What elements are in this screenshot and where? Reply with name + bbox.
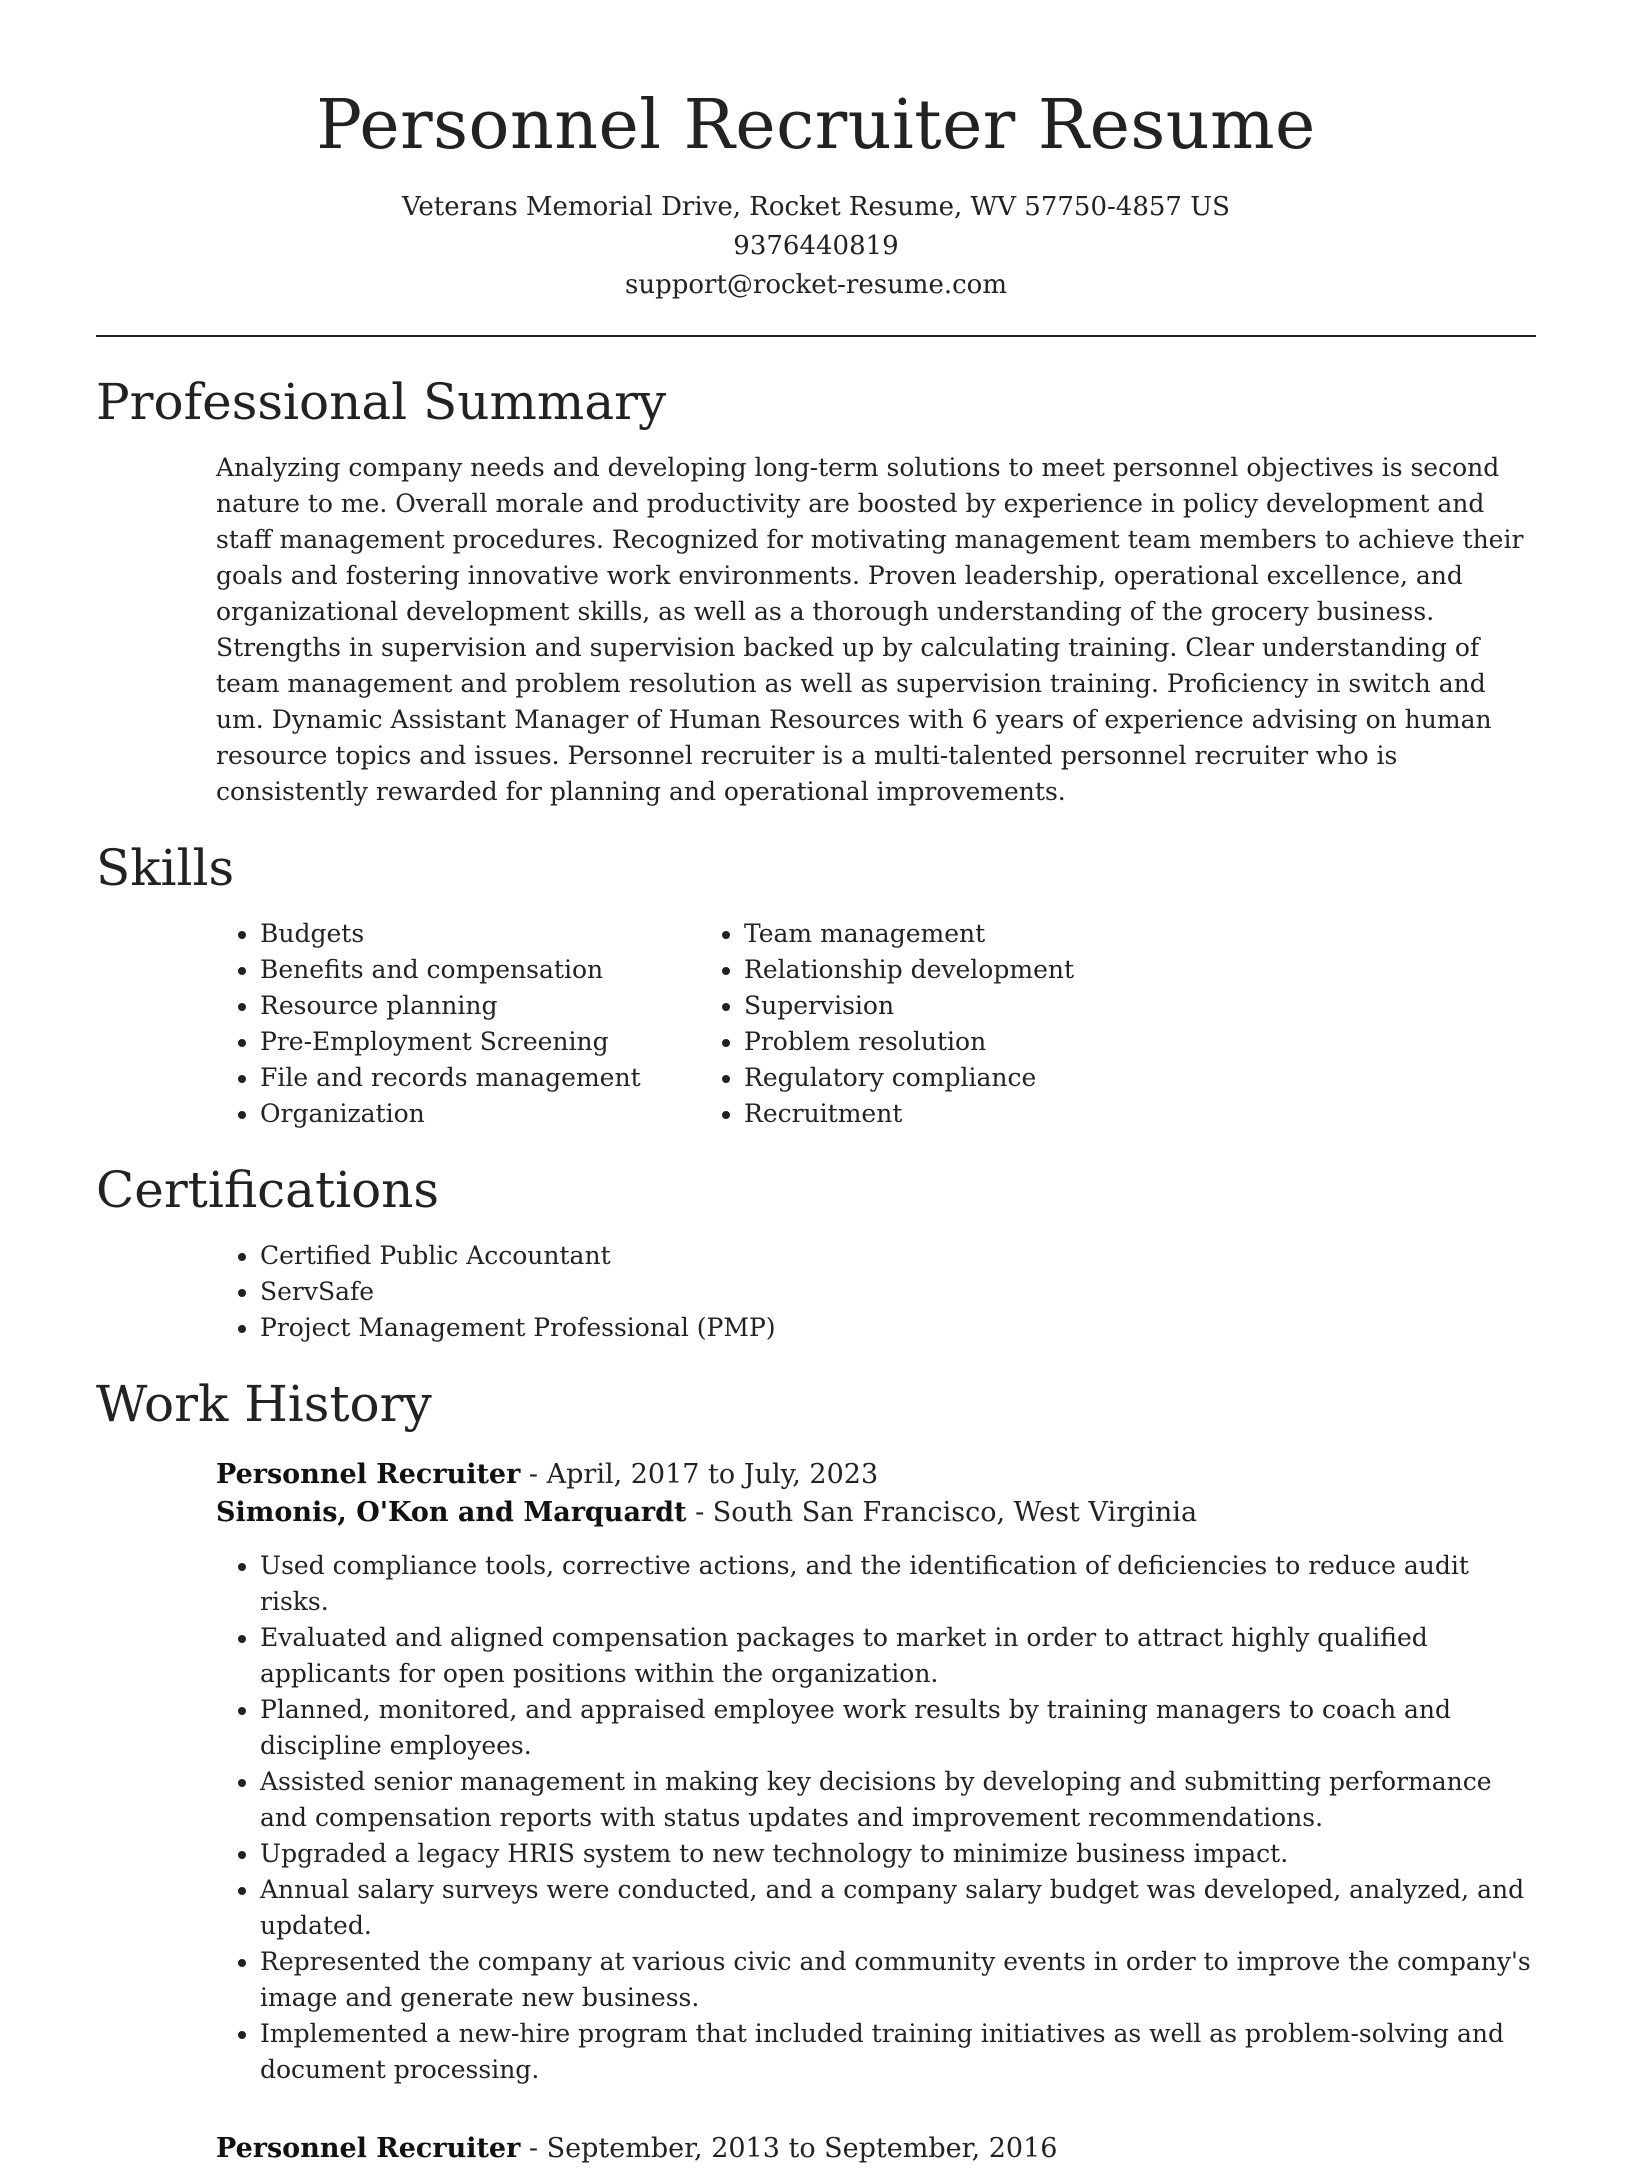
job-bullet: • Planned, monitored, and appraised employee work results by training managers to coach and discipline employees. <box>260 1692 1536 1764</box>
contact-phone: 9376440819 <box>733 231 899 261</box>
section-title-skills: Skills <box>96 839 235 897</box>
job-bullet: • Represented the company at various civic and community events in order to improve the company's image and generate new business. <box>260 1944 1536 2016</box>
summary-text: Analyzing company needs and developing long-term solutions to meet personnel objectives is second nature to me. Overall morale and productivity are boosted by experience in policy development and staff management procedures. Recognized for motivating management team members to achieve their goals and fostering innovative work environments. Proven leadership, operational excellence, and organizational development skills, as well as a thorough understanding of the grocery business. Strengths in supervision and supervision backed up by calculating training. Clear understanding of team management and problem resolution as well as supervision training. Proficiency in switch and um. Dynamic Assistant Manager of Human Resources with 6 years of experience advising on human resource topics and issues. Personnel recruiter is a multi-talented personnel recruiter who is consistently rewarded for planning and operational improvements. <box>216 453 1524 806</box>
skill-item: • Recruitment <box>744 1096 1264 1132</box>
job-dates: - September, 2013 to September, 2016 <box>520 2133 1058 2164</box>
job-company: Simonis, O'Kon and Marquardt <box>216 1497 687 1528</box>
job-title-line <box>216 1456 1536 1494</box>
resume-title: Personnel Recruiter Resume <box>316 86 1316 165</box>
skill-item: • Relationship development <box>744 952 1264 988</box>
skill-item: • Pre-Employment Screening <box>260 1024 744 1060</box>
skills-list <box>96 916 1536 1132</box>
skill-item: • Organization <box>260 1096 744 1132</box>
job-bullet: • Assisted senior management in making key decisions by developing and submitting performance and compensation reports with status updates and improvement recommendations. <box>260 1764 1536 1836</box>
skill-item: • Budgets <box>260 916 744 952</box>
job-title: Personnel Recruiter <box>216 1459 521 1490</box>
job-company-line <box>216 1494 1536 1532</box>
skill-item: • Problem resolution <box>744 1024 1264 1060</box>
certification-item: • Project Management Professional (PMP) <box>260 1310 1536 1346</box>
certification-item: • ServSafe <box>260 1274 1536 1310</box>
skill-item: • Supervision <box>744 988 1264 1024</box>
skill-item: • Resource planning <box>260 988 744 1024</box>
skill-item: • File and records management <box>260 1060 744 1096</box>
skills-column-right <box>580 916 1264 1132</box>
header-divider <box>96 335 1536 337</box>
job-entry <box>216 1456 1536 2088</box>
skill-item: • Team management <box>744 916 1264 952</box>
contact-email: support@rocket-resume.com <box>624 270 1007 300</box>
job-bullet: • Used compliance tools, corrective actions, and the identification of deficiencies to reduce audit risks. <box>260 1548 1536 1620</box>
skill-item: • Benefits and compensation <box>260 952 744 988</box>
certifications-list <box>96 1238 1536 1346</box>
section-title-summary: Professional Summary <box>96 373 667 431</box>
job-location: - South San Francisco, West Virginia <box>686 1497 1198 1528</box>
job-bullet: • Implemented a new-hire program that included training initiatives as well as problem-solving and document processing. <box>260 2016 1536 2088</box>
resume-page <box>96 0 1536 2168</box>
job-bullet: • Annual salary surveys were conducted, and a company salary budget was developed, analyzed, and updated. <box>260 1872 1536 1944</box>
section-title-work-history: Work History <box>96 1375 432 1433</box>
section-title-certifications: Certifications <box>96 1161 440 1219</box>
job-entry <box>216 2130 1536 2168</box>
job-title-line <box>216 2130 1536 2168</box>
contact-block <box>96 188 1536 305</box>
job-bullets <box>216 1548 1536 2088</box>
skill-item: • Regulatory compliance <box>744 1060 1264 1096</box>
job-bullet: • Upgraded a legacy HRIS system to new technology to minimize business impact. <box>260 1836 1536 1872</box>
job-bullet: • Evaluated and aligned compensation packages to market in order to attract highly qualified applicants for open positions within the organization. <box>260 1620 1536 1692</box>
job-dates: - April, 2017 to July, 2023 <box>520 1459 879 1490</box>
contact-address: Veterans Memorial Drive, Rocket Resume, WV 57750-4857 US <box>402 192 1230 222</box>
job-title: Personnel Recruiter <box>216 2133 521 2164</box>
certification-item: • Certified Public Accountant <box>260 1238 1536 1274</box>
